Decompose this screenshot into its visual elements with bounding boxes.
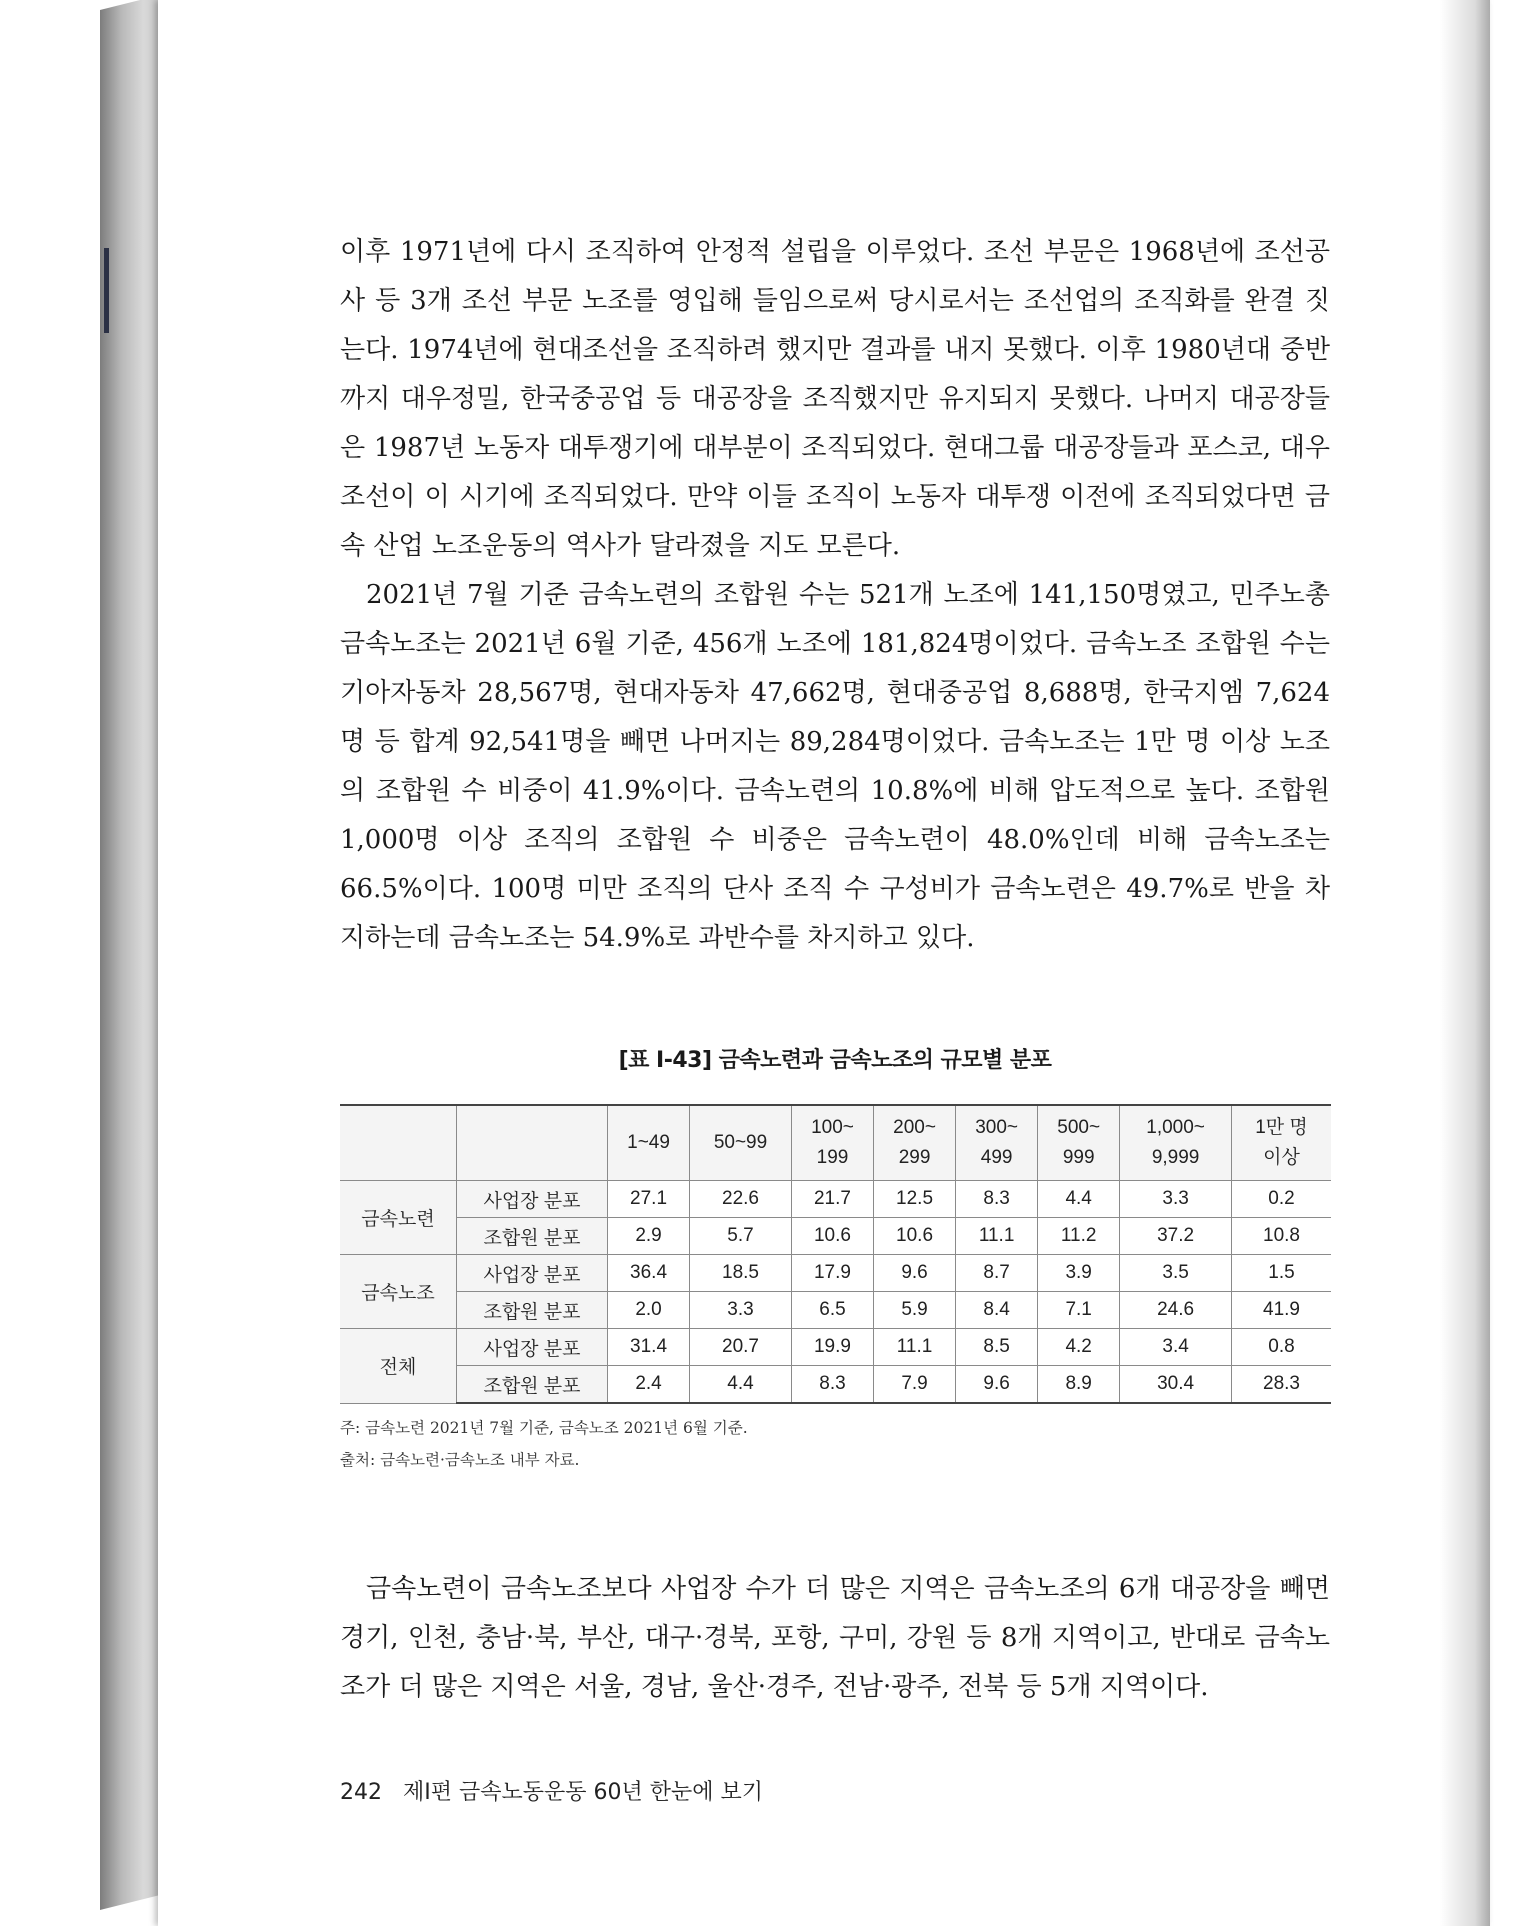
column-header [1120,1105,1232,1181]
table-title: [표 Ⅰ-43] 금속노련과 금속노조의 규모별 분포 [618,1048,1052,1073]
column-header [608,1105,690,1181]
column-header-line-1: 300~ [975,1117,1018,1138]
distribution-table [340,1104,1331,1404]
table-cell: 1.5 [1231,1255,1331,1292]
table-cell: 30.4 [1120,1366,1232,1404]
column-header-line-2: 299 [898,1147,931,1168]
table-cell: 8.5 [956,1329,1038,1366]
table-row [340,1292,1331,1329]
row-label: 조합원 분포 [457,1366,608,1404]
table-cell: 18.5 [690,1255,792,1292]
table-cell: 17.9 [791,1255,873,1292]
row-label: 사업장 분포 [457,1255,608,1292]
table-cell: 8.9 [1038,1366,1120,1404]
header-corner-label [457,1105,608,1181]
table-cell: 31.4 [608,1329,690,1366]
column-header-line-1: 50~99 [713,1132,768,1153]
column-header-line-2: 199 [816,1147,849,1168]
group-label: 금속노련 [340,1181,457,1255]
table-cell: 9.6 [874,1255,956,1292]
table-cell: 0.2 [1231,1181,1331,1218]
column-header [1038,1105,1120,1181]
table-row [340,1255,1331,1292]
column-header-line-1: 100~ [811,1117,854,1138]
page-curl-shadow [1440,0,1490,1926]
row-label: 조합원 분포 [457,1218,608,1255]
column-header-line-2: 이상 [1263,1147,1300,1168]
table-cell: 4.4 [690,1366,792,1404]
table-cell: 20.7 [690,1329,792,1366]
table-row [340,1366,1331,1404]
table-cell: 4.4 [1038,1181,1120,1218]
table-cell: 3.4 [1120,1329,1232,1366]
table-cell: 2.9 [608,1218,690,1255]
column-header-line-1: 1,000~ [1146,1117,1205,1138]
table-cell: 11.2 [1038,1218,1120,1255]
table-cell: 41.9 [1231,1292,1331,1329]
table-cell: 6.5 [791,1292,873,1329]
table-cell: 12.5 [874,1181,956,1218]
column-header-line-2: 999 [1062,1147,1095,1168]
table-cell: 9.6 [956,1366,1038,1404]
table-cell: 27.1 [608,1181,690,1218]
table-cell: 36.4 [608,1255,690,1292]
column-header [956,1105,1038,1181]
column-header-line-1: 200~ [893,1117,936,1138]
table-cell: 21.7 [791,1181,873,1218]
row-label: 사업장 분포 [457,1329,608,1366]
column-header-line-2: 9,999 [1151,1147,1200,1168]
column-header [791,1105,873,1181]
column-header-line-2: 499 [980,1147,1013,1168]
table-header-row [340,1105,1331,1181]
table-cell: 5.7 [690,1218,792,1255]
table-cell: 8.3 [956,1181,1038,1218]
table-cell: 24.6 [1120,1292,1232,1329]
table-cell: 5.9 [874,1292,956,1329]
table-row [340,1181,1331,1218]
body-text-bottom [340,1565,1330,1712]
page-number: 242 [340,1780,382,1805]
column-header-line-1: 1~49 [627,1132,670,1153]
table-cell: 3.3 [1120,1181,1232,1218]
table-cell: 11.1 [874,1329,956,1366]
table-cell: 11.1 [956,1218,1038,1255]
table-row [340,1218,1331,1255]
header-corner-group [340,1105,457,1181]
row-label: 사업장 분포 [457,1181,608,1218]
table-source: 출처: 금속노련·금속노조 내부 자료. [340,1451,580,1469]
table-cell: 19.9 [791,1329,873,1366]
table-cell: 10.8 [1231,1218,1331,1255]
column-header [874,1105,956,1181]
column-header-line-1: 500~ [1057,1117,1101,1138]
spine-mark [104,248,109,333]
table-cell: 37.2 [1120,1218,1232,1255]
book-edge [100,0,162,1910]
table-cell: 0.8 [1231,1329,1331,1366]
table-cell: 4.2 [1038,1329,1120,1366]
table-cell: 8.7 [956,1255,1038,1292]
column-header [1231,1105,1331,1181]
table-cell: 7.1 [1038,1292,1120,1329]
paragraph-2: 2021년 7월 기준 금속노련의 조합원 수는 521개 노조에 141,150명였고, 민주노총 금속노조는 2021년 6월 기준, 456개 노조에 181,824명이었다. 금속노조 조합원 수는 기아자동차 28,567명, 현대자동차 47,662명, 현대중공업 8,688명, 한국지엠 7,624명 등 합계 92,541명을 빼면 나머지는 89,284명이었다. 금속노조는 1만 명 이상 노조의 조합원 수 비중이 41.9%이다. 금속노련의 10.8%에 비해 압도적으로 높다. 조합원 1,000명 이상 조직의 조합원 수 비중은 금속노련이 48.0%인데 비해 금속노조는 66.5%이다. 100명 미만 조직의 단사 조직 수 구성비가 금속노련은 49.7%로 반을 차지하는데 금속노조는 54.9%로 과반수를 차지하고 있다. [340,580,1330,953]
table-cell: 3.9 [1038,1255,1120,1292]
row-label: 조합원 분포 [457,1292,608,1329]
column-header-line-1: 1만 명 [1255,1117,1308,1138]
table-cell: 3.5 [1120,1255,1232,1292]
running-title: 제Ⅰ편 금속노동운동 60년 한눈에 보기 [403,1780,763,1805]
table-cell: 22.6 [690,1181,792,1218]
table-cell: 7.9 [874,1366,956,1404]
table-cell: 8.4 [956,1292,1038,1329]
column-header [690,1105,792,1181]
paragraph-3: 금속노련이 금속노조보다 사업장 수가 더 많은 지역은 금속노조의 6개 대공장을 빼면 경기, 인천, 충남·북, 부산, 대구·경북, 포항, 구미, 강원 등 8개 지역이고, 반대로 금속노조가 더 많은 지역은 서울, 경남, 울산·경주, 전남·광주, 전북 등 5개 지역이다. [340,1574,1330,1702]
table-cell: 10.6 [874,1218,956,1255]
table-cell: 2.0 [608,1292,690,1329]
group-label: 금속노조 [340,1255,457,1329]
group-label: 전체 [340,1329,457,1404]
table-note: 주: 금속노련 2021년 7월 기준, 금속노조 2021년 6월 기준. [340,1419,748,1437]
page-footer [340,1775,763,1806]
body-text-top [340,228,1330,963]
paragraph-1: 이후 1971년에 다시 조직하여 안정적 설립을 이루었다. 조선 부문은 1968년에 조선공사 등 3개 조선 부문 노조를 영입해 들임으로써 당시로서는 조선업의 조직화를 완결 짓는다. 1974년에 현대조선을 조직하려 했지만 결과를 내지 못했다. 이후 1980년대 중반까지 대우정밀, 한국중공업 등 대공장을 조직했지만 유지되지 못했다. 나머지 대공장들은 1987년 노동자 대투쟁기에 대부분이 조직되었다. 현대그룹 대공장들과 포스코, 대우조선이 이 시기에 조직되었다. 만약 이들 조직이 노동자 대투쟁 이전에 조직되었다면 금속 산업 노조운동의 역사가 달라졌을 지도 모른다. [340,237,1330,561]
table-cell: 8.3 [791,1366,873,1404]
table-cell: 2.4 [608,1366,690,1404]
table-cell: 10.6 [791,1218,873,1255]
table-row [340,1329,1331,1366]
table-cell: 28.3 [1231,1366,1331,1404]
table-cell: 3.3 [690,1292,792,1329]
